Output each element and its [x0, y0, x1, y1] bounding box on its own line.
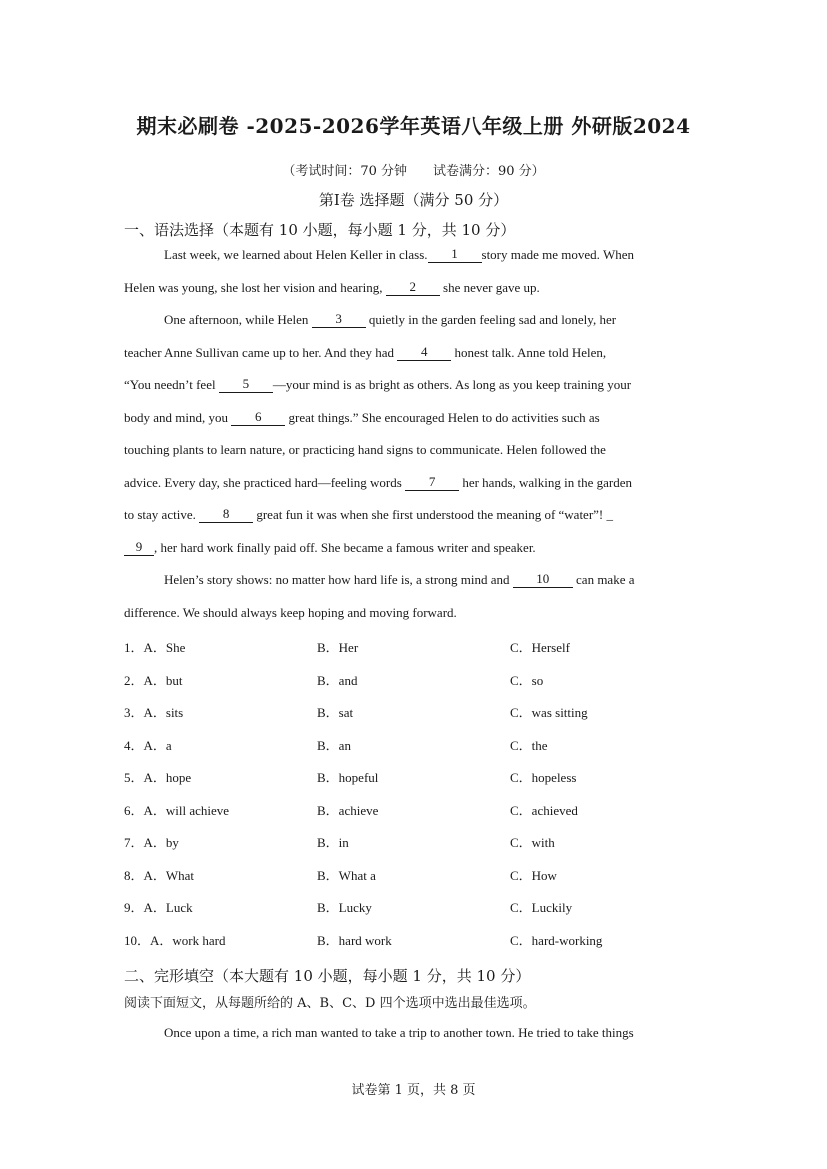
option-text: C．How	[510, 868, 557, 883]
option-text: B．Lucky	[317, 900, 372, 915]
option-text: C．Herself	[510, 640, 570, 655]
option-row	[124, 897, 724, 915]
passage-text: her hands, walking in the garden	[459, 475, 633, 490]
option-text: 1．A．She	[124, 640, 186, 655]
blank-5: 5	[219, 377, 273, 393]
passage-text: difference. We should always keep hoping and moving forward.	[124, 605, 457, 620]
blank-8: 8	[199, 507, 253, 523]
blank-7: 7	[405, 475, 459, 491]
blank-4: 4	[397, 345, 451, 361]
page-title: 期末必刷卷 -2025-2026学年英语八年级上册 外研版2024	[136, 114, 691, 138]
passage-text: great fun it was when she first understood the meaning of “water”! _	[253, 507, 614, 522]
passage-text: Once upon a time, a rich man wanted to take a trip to another town. He tried to take things	[164, 1025, 634, 1040]
option-row	[124, 702, 724, 720]
option-text: B．an	[317, 738, 351, 753]
option-row	[124, 930, 724, 948]
option-row	[124, 735, 724, 753]
passage-text: she never gave up.	[439, 280, 540, 295]
passage-line	[124, 475, 701, 491]
option-text: 7．A．by	[124, 835, 179, 850]
passage-line	[124, 345, 701, 361]
passage-line	[124, 442, 701, 458]
option-row	[124, 670, 724, 688]
blank-10: 10	[513, 572, 573, 588]
passage-text: body and mind, you	[124, 410, 232, 425]
option-text: B．in	[317, 835, 349, 850]
option-text: B．Her	[317, 640, 359, 655]
passage-text: story made me moved. When	[481, 247, 634, 262]
passage-text: to stay active.	[124, 507, 200, 522]
passage-line	[124, 377, 701, 393]
passage-line	[124, 540, 701, 556]
passage-text: honest talk. Anne told Helen,	[451, 345, 607, 360]
part-title: 第Ⅰ卷 选择题（满分 50 分）	[318, 191, 509, 209]
option-text: B．achieve	[317, 803, 379, 818]
passage-line	[124, 280, 701, 296]
option-text: C．achieved	[510, 803, 578, 818]
passage-text: , her hard work finally paid off. She became a famous writer and speaker.	[154, 540, 536, 555]
blank-3: 3	[312, 312, 366, 328]
passage-line	[124, 605, 701, 621]
passage-line	[124, 572, 701, 588]
passage-text: teacher Anne Sullivan came up to her. And they had	[124, 345, 398, 360]
option-text: 4．A．a	[124, 738, 172, 753]
option-row	[124, 800, 724, 818]
option-text: B．sat	[317, 705, 354, 720]
passage-line	[124, 507, 701, 523]
option-text: B．and	[317, 673, 358, 688]
option-text: C．with	[510, 835, 555, 850]
option-row	[124, 637, 724, 655]
passage-line	[124, 312, 701, 328]
option-row	[124, 832, 724, 850]
exam-info	[0, 160, 827, 179]
option-text: 10．A．work hard	[124, 933, 226, 948]
option-text: C．was sitting	[510, 705, 588, 720]
blank-6: 6	[231, 410, 285, 426]
passage-text: great things.” She encouraged Helen to do activities such as	[285, 410, 600, 425]
exam-time: （考试时间：70 分钟	[282, 164, 407, 179]
passage-text: touching plants to learn nature, or practicing hand signs to communicate. Helen followed the	[124, 442, 606, 457]
option-text: C．Luckily	[510, 900, 573, 915]
option-text: 9．A．Luck	[124, 900, 193, 915]
option-text: C．hopeless	[510, 770, 577, 785]
section2-heading: 二、完形填空（本大题有 10 小题，每小题 1 分，共 10 分）	[124, 967, 531, 985]
option-row	[124, 767, 724, 785]
option-text: B．What a	[317, 868, 376, 883]
page-footer: 试卷第 1 页，共 8 页	[351, 1083, 476, 1098]
passage-text: “You needn’t feel	[124, 377, 219, 392]
passage-line	[124, 247, 701, 263]
option-text: 3．A．sits	[124, 705, 184, 720]
blank-1: 1	[428, 247, 482, 263]
passage-text: Helen’s story shows: no matter how hard life is, a strong mind and	[164, 572, 513, 587]
passage-text: —your mind is as bright as others. As long as you keep training your	[272, 377, 632, 392]
option-text: 8．A．What	[124, 868, 195, 883]
option-row	[124, 865, 724, 883]
option-text: 2．A．but	[124, 673, 183, 688]
passage-line	[124, 410, 701, 426]
passage-text: Last week, we learned about Helen Keller in class.	[164, 247, 428, 262]
passage-text: quietly in the garden feeling sad and lonely, her	[365, 312, 617, 327]
blank-2: 2	[386, 280, 440, 296]
exam-score: 试卷满分：90 分）	[433, 164, 545, 179]
passage-text: advice. Every day, she practiced hard—feeling words	[124, 475, 406, 490]
passage-text: Helen was young, she lost her vision and hearing,	[124, 280, 386, 295]
section1-heading: 一、语法选择（本题有 10 小题，每小题 1 分，共 10 分）	[124, 221, 516, 239]
option-text: 5．A．hope	[124, 770, 192, 785]
section2-instruction: 阅读下面短文，从每题所给的 A、B、C、D 四个选项中选出最佳选项。	[124, 996, 536, 1011]
blank-9: 9	[124, 540, 154, 556]
passage-text: One afternoon, while Helen	[164, 312, 312, 327]
option-text: 6．A．will achieve	[124, 803, 230, 818]
passage-text: can make a	[572, 572, 635, 587]
passage-line	[124, 1025, 701, 1041]
option-text: B．hard work	[317, 933, 392, 948]
option-text: C．the	[510, 738, 548, 753]
option-text: C．hard-working	[510, 933, 603, 948]
option-text: B．hopeful	[317, 770, 379, 785]
option-text: C．so	[510, 673, 544, 688]
